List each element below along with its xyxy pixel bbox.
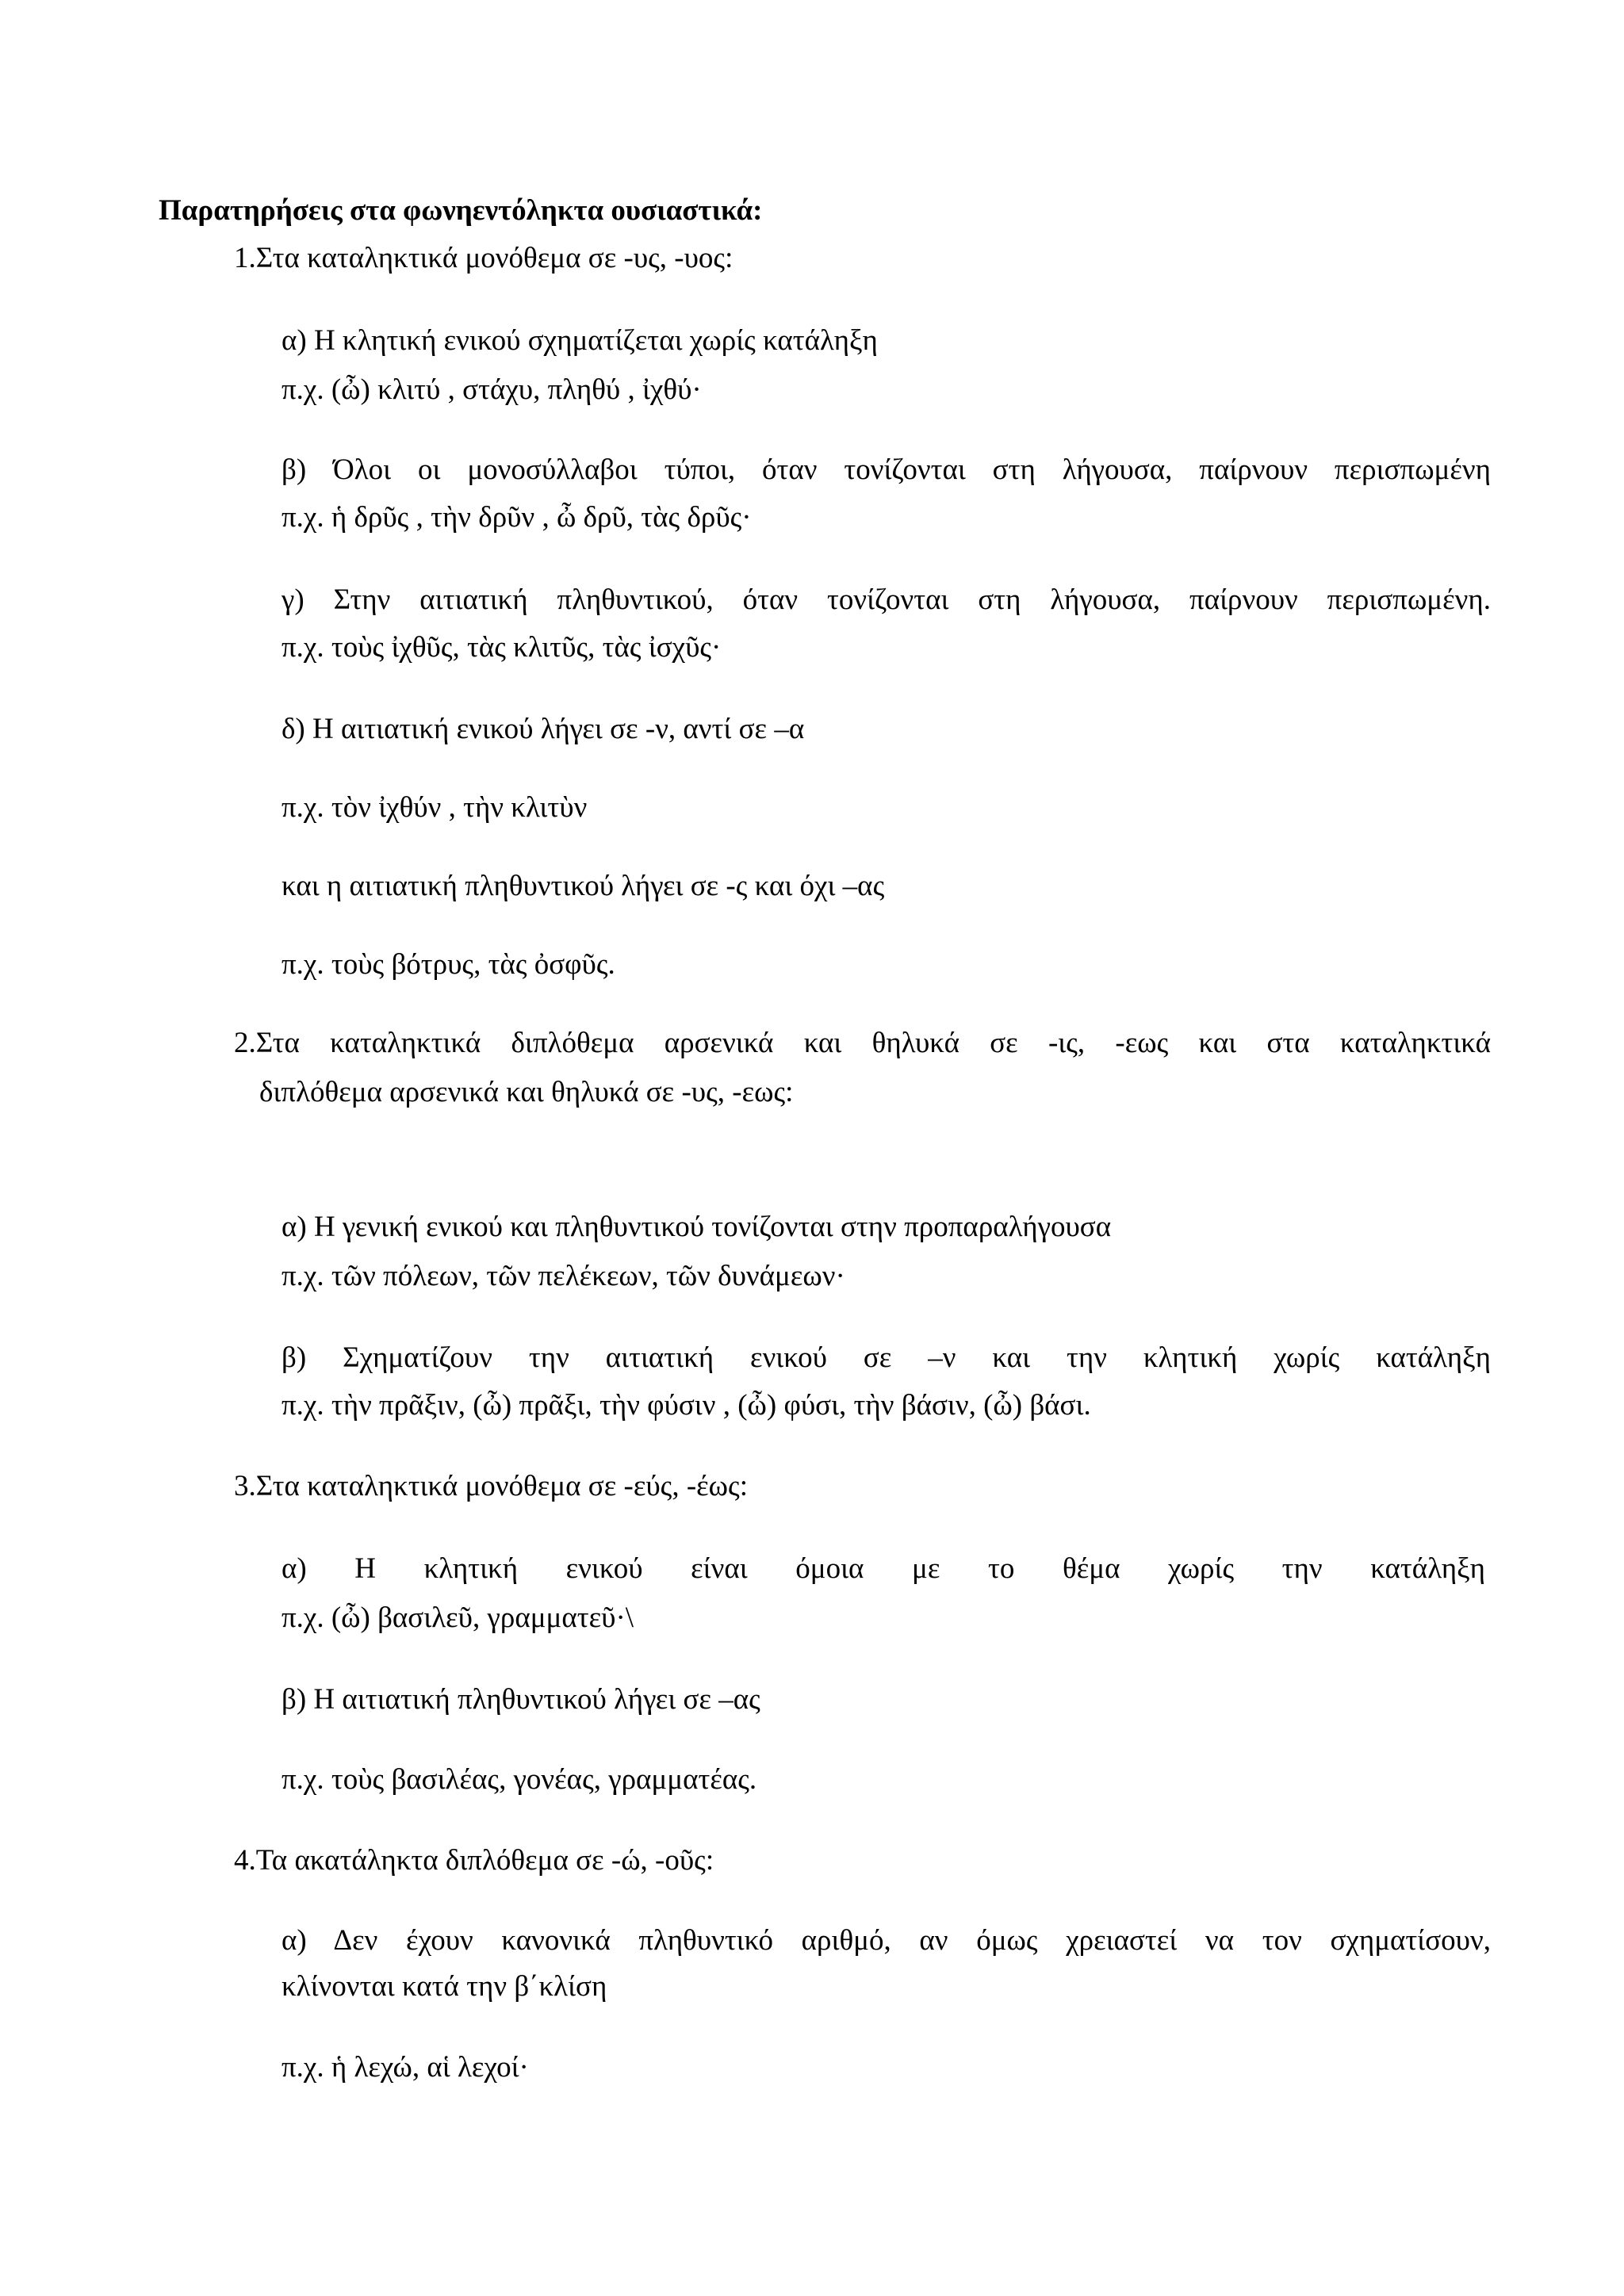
section-1-example-b: π.χ. ἡ δρῦς , τὴν δρῦν , ὦ δρῦ, τὰς δρῦς· [282, 501, 752, 534]
section-2-example-a: π.χ. τῶν πόλεων, τῶν πελέκεων, τῶν δυνάμεων· [282, 1260, 845, 1292]
section-3-rule-b: β) Η αιτιατική πληθυντικού λήγει σε –ας [282, 1683, 760, 1716]
section-3-rule-a: α) Η κλητική ενικού είναι όμοια με το θέμα χωρίς την κατάληξη [282, 1552, 1485, 1585]
section-1-rule-c: γ) Στην αιτιατική πληθυντικού, όταν τονίζονται στη λήγουσα, παίρνουν περισπωμένη. [282, 584, 1491, 616]
section-3-example-b: π.χ. τοὺς βασιλέας, γονέας, γραμματέας. [282, 1763, 757, 1796]
section-2-rule-b: β) Σχηματίζουν την αιτιατική ενικού σε –ν και την κλητική χωρίς κατάληξη [282, 1341, 1491, 1374]
section-4-rule-a: α) Δεν έχουν κανονικά πληθυντικό αριθμό, αν όμως χρειαστεί να τον σχηματίσουν, [282, 1924, 1491, 1957]
section-1-example-d2: π.χ. τοὺς βότρυς, τὰς ὀσφῦς. [282, 948, 615, 981]
section-1-heading: 1.Στα καταληκτικά μονόθεμα σε -υς, -υος: [234, 242, 733, 274]
section-1-example-c: π.χ. τοὺς ἰχθῦς, τὰς κλιτῦς, τὰς ἰσχῦς· [282, 631, 722, 664]
section-1-rule-d2: και η αιτιατική πληθυντικού λήγει σε -ς και όχι –ας [282, 870, 885, 902]
section-1-example-d: π.χ. τὸν ἰχθύν , τὴν κλιτὺν [282, 791, 588, 824]
section-2-example-b: π.χ. τὴν πρᾶξιν, (ὦ) πρᾶξι, τὴν φύσιν , (ὦ) φύσι, τὴν βάσιν, (ὦ) βάσι. [282, 1389, 1091, 1422]
document-title: Παρατηρήσεις στα φωνηεντόληκτα ουσιαστικά: [159, 194, 763, 227]
section-1-rule-b: β) Όλοι οι μονοσύλλαβοι τύποι, όταν τονίζονται στη λήγουσα, παίρνουν περισπωμένη [282, 453, 1491, 486]
section-3-heading: 3.Στα καταληκτικά μονόθεμα σε -εύς, -έως: [234, 1470, 748, 1502]
section-1-rule-d: δ) Η αιτιατική ενικού λήγει σε -ν, αντί σε –α [282, 713, 805, 745]
section-1-rule-a: α) Η κλητική ενικού σχηματίζεται χωρίς κατάληξη [282, 324, 878, 357]
section-4-heading: 4.Τα ακατάληκτα διπλόθεμα σε -ώ, -οῦς: [234, 1844, 714, 1877]
section-2-heading: 2.Στα καταληκτικά διπλόθεμα αρσενικά και θηλυκά σε -ις, -εως και στα καταληκτικά [234, 1027, 1491, 1059]
section-4-example-a: π.χ. ἡ λεχώ, αἱ λεχοί· [282, 2051, 529, 2084]
section-1-example-a: π.χ. (ὦ) κλιτύ , στάχυ, πληθύ , ἰχθύ· [282, 373, 702, 406]
section-2-rule-a: α) Η γενική ενικού και πληθυντικού τονίζονται στην προπαραλήγουσα [282, 1211, 1112, 1243]
section-3-example-a: π.χ. (ὦ) βασιλεῦ, γραμματεῦ·\ [282, 1601, 634, 1634]
section-2-heading-cont: διπλόθεμα αρσενικά και θηλυκά σε -υς, -εως: [259, 1076, 794, 1108]
section-4-rule-a-cont: κλίνονται κατά την β΄κλίση [282, 1970, 607, 2003]
